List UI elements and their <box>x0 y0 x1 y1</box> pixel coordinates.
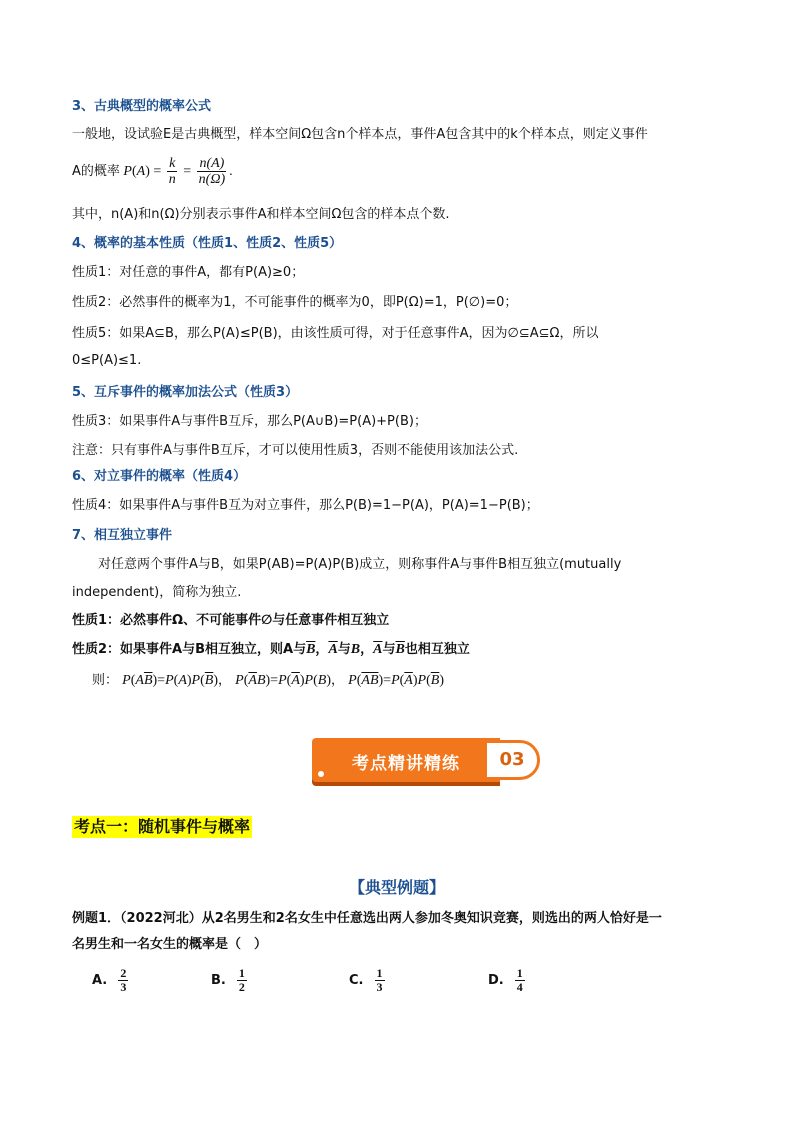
option-b[interactable] <box>211 967 249 994</box>
section-7-line-1: 对任意两个事件A与B，如果P(AB)=P(A)P(B)成立，则称事件A与事件B相互独立(mutually <box>98 557 622 572</box>
banner-dot-icon <box>318 771 324 777</box>
section-3-title: 3、古典概型的概率公式 <box>72 99 212 114</box>
banner-label: 考点精讲精练 <box>352 754 460 774</box>
topic-heading: 考点一：随机事件与概率 <box>74 817 251 836</box>
option-b-fraction: $\frac{1}{2}$ <box>238 966 245 994</box>
section-3-line-3: 其中，n(A)和n(Ω)分别表示事件A和样本空间Ω包含的样本点个数. <box>72 207 450 222</box>
option-b-label: B. <box>211 973 226 988</box>
section-6-title: 6、对立事件的概率（性质4） <box>72 469 247 484</box>
property-5-line-1: 性质5：如果A⊆B，那么P(A)≤P(B)，由该性质可得，对于任意事件A，因为∅⊆A⊆Ω，所以 <box>72 326 599 341</box>
section-3-line-1: 一般地，设试验E是古典概型，样本空间Ω包含n个样本点，事件A包含其中的k个样本点，则定义事件 <box>72 127 648 142</box>
formula-pa: P <box>119 163 132 179</box>
independence-formulas: 则： $P(A\overline{B})=P(A)P(\overline{B})$， $P(\overline{A}B)=P(\overline{A})P(B)$， $P(\overline{AB})=P(\overline{A})P(\overline{B})$ <box>92 673 444 688</box>
independence-property-2: 性质2：如果事件A与B相互独立，则A与$\overline{B}$，$\overline{A}$与B，$\overline{A}$与$\overline{B}$也相互独立 <box>72 642 470 657</box>
independence-formulas-prefix: 则： <box>92 673 119 688</box>
option-d-fraction: $\frac{1}{4}$ <box>516 966 523 994</box>
fraction-nA-over-nOmega: $\frac{n(A)}{n(\Omega)}$ <box>198 156 226 187</box>
section-4-title: 4、概率的基本性质（性质1、性质2、性质5） <box>72 236 343 251</box>
example-1-line-2: 名男生和一名女生的概率是（ ） <box>72 937 268 952</box>
section-7-title: 7、相互独立事件 <box>72 528 173 543</box>
option-d[interactable] <box>488 967 527 994</box>
section-3-formula-prefix: A的概率 <box>72 163 120 179</box>
section-7-line-2: independent)，简称为独立. <box>72 585 242 600</box>
banner-number: 03 <box>484 740 540 780</box>
option-c[interactable] <box>349 967 387 994</box>
option-a-label: A. <box>92 973 108 988</box>
typical-examples-heading: 【典型例题】 <box>348 878 445 897</box>
property-1: 性质1：对任意的事件A，都有P(A)≥0； <box>72 265 305 280</box>
fraction-k-over-n: $\frac{k}{n}$ <box>168 156 176 187</box>
property-5-line-2: 0≤P(A)≤1. <box>72 353 142 368</box>
property-2: 性质2：必然事件的概率为1，不可能事件的概率为0，即P(Ω)=1，P(∅)=0； <box>72 295 518 310</box>
section-5-title: 5、互斥事件的概率加法公式（性质3） <box>72 385 299 400</box>
option-a-fraction: $\frac{2}{3}$ <box>120 966 127 994</box>
independence-property-1: 性质1：必然事件Ω、不可能事件∅与任意事件相互独立 <box>72 613 390 628</box>
independence-property-2-prefix: 性质2：如果事件A与B相互独立，则A与 <box>72 642 307 657</box>
section-banner <box>312 738 538 782</box>
example-1-line-1: 例题1．（2022河北）从2名男生和2名女生中任意选出两人参加冬奥知识竞赛，则选出的两人恰好是一 <box>72 911 662 926</box>
section-5-note: 注意：只有事件A与事件B互斥，才可以使用性质3，否则不能使用该加法公式. <box>72 443 519 458</box>
option-c-fraction: $\frac{1}{3}$ <box>376 966 383 994</box>
banner-label-box <box>312 738 500 782</box>
section-3-formula-line: A的概率 P ( A ) = $\frac{k}{n}$ = $\frac{n(A)}{n(\Omega)}$ . <box>72 156 233 187</box>
property-4: 性质4：如果事件A与事件B互为对立事件，那么P(B)=1−P(A)，P(A)=1−P(B)； <box>72 498 539 513</box>
option-a[interactable] <box>92 967 130 994</box>
option-d-label: D. <box>488 973 504 988</box>
option-c-label: C. <box>349 973 364 988</box>
property-3: 性质3：如果事件A与事件B互斥，那么P(A∪B)=P(A)+P(B)； <box>72 414 427 429</box>
